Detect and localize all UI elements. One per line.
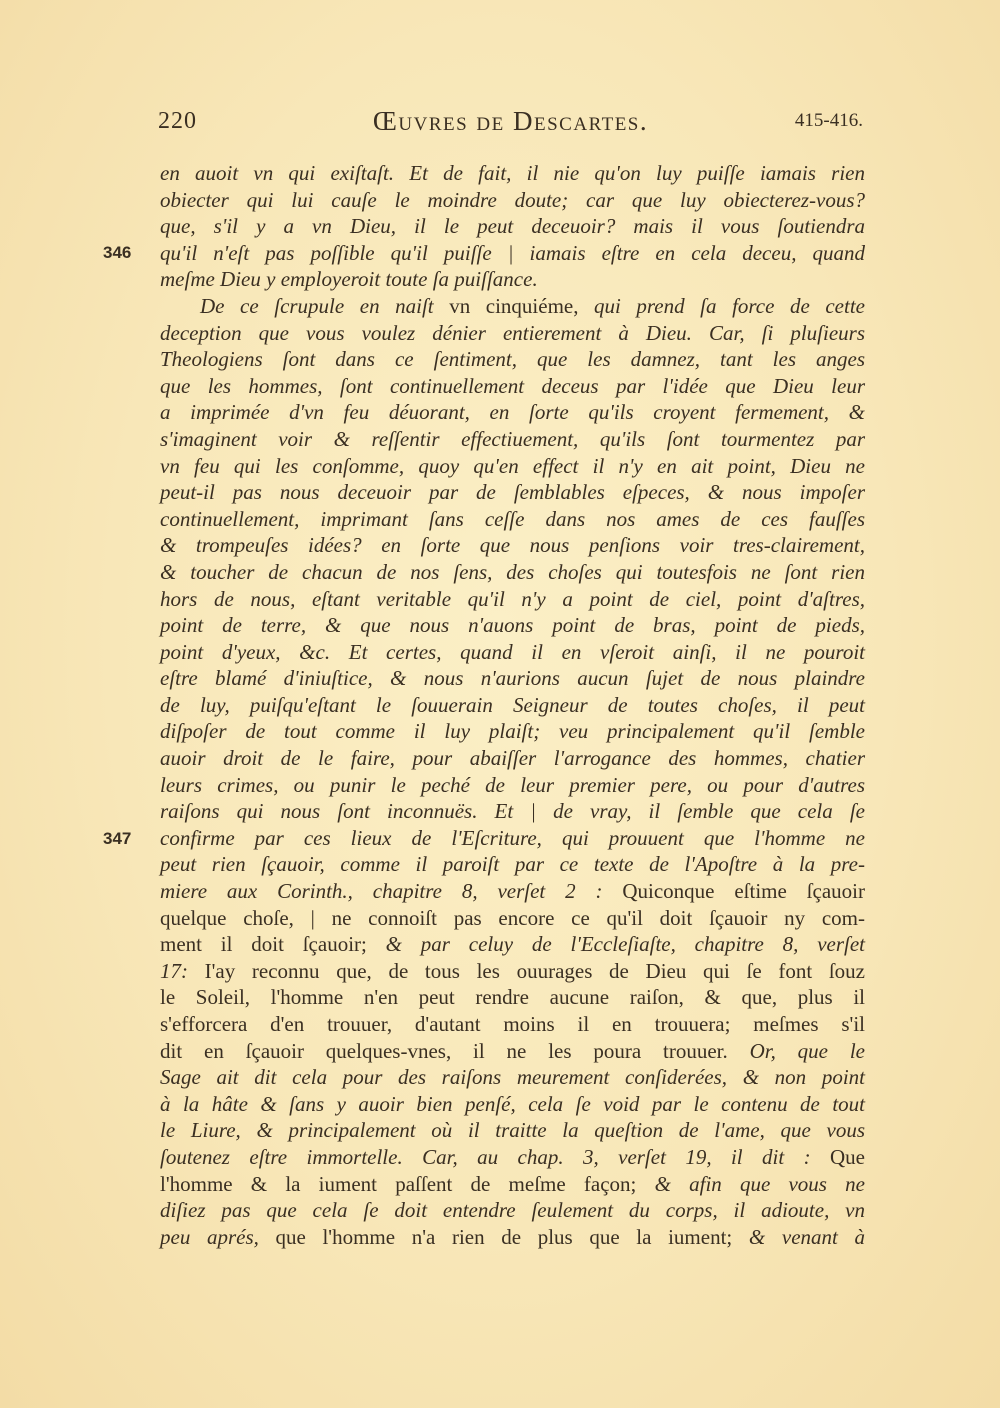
text-line xyxy=(160,479,865,506)
margin-page-number: 346 xyxy=(103,243,132,262)
text-segment: dit en ſçauoir quelques-vnes, il ne les poura trouuer. xyxy=(160,1038,750,1063)
text-line xyxy=(160,665,865,692)
text-segment: que l'homme n'a rien de plus que la iument; xyxy=(275,1224,749,1249)
text-line xyxy=(160,612,865,639)
text-segment: que, s'il y a vn Dieu, il le peut deceuoir? mais il vous ſoutiendra xyxy=(160,214,865,239)
text-line xyxy=(160,905,865,932)
text-segment: Quiconque eſtime ſçauoir xyxy=(622,879,865,904)
text-segment: en auoit vn qui exiſtaſt. Et de fait, il nie qu'on luy puiſſe iamais rien xyxy=(160,161,865,185)
text-line xyxy=(160,1197,865,1224)
text-segment: confirme par ces lieux de l'Eſcriture, qui prouuent que l'homme ne xyxy=(160,825,865,850)
text-line xyxy=(160,1117,865,1144)
text-segment: diſiez pas que cela ſe doit entendre ſeulement du corps, il adioute, vn xyxy=(160,1198,865,1223)
text-segment: raiſons qui nous ſont inconnuës. Et | de vray, il ſemble que cela ſe xyxy=(160,799,865,824)
text-segment: à la hâte & ſans y auoir bien penſé, cela ſe void par le contenu de tout xyxy=(160,1091,865,1116)
text-line xyxy=(160,851,865,878)
text-segment: Theologiens ſont dans ce ſentiment, que les damnez, tant les anges xyxy=(160,347,865,372)
text-line xyxy=(160,160,865,187)
text-segment: diſpoſer de tout comme il luy plaiſt; veu principalement qu'il ſemble xyxy=(160,719,865,744)
text-segment: auoir droit de le faire, pour abaiſſer l'arrogance des hommes, chatier xyxy=(160,746,865,771)
text-line xyxy=(160,1224,865,1251)
text-line xyxy=(160,639,865,666)
text-segment: le Liure, & principalement où il traitte la queſtion de l'ame, que vous xyxy=(160,1118,865,1143)
text-segment: meſme Dieu y employeroit toute ſa puiſſance. xyxy=(160,267,538,292)
text-line xyxy=(160,240,865,267)
text-line xyxy=(160,373,865,400)
text-segment: Or, que le xyxy=(749,1038,865,1063)
text-segment: deception que vous voulez dénier entierement à Dieu. Car, ſi pluſieurs xyxy=(160,320,865,345)
text-line xyxy=(160,798,865,825)
text-line xyxy=(160,1011,865,1038)
text-segment: a imprimée d'vn feu déuorant, en ſorte qu'ils croyent fermement, & xyxy=(160,400,865,425)
page-header xyxy=(158,108,863,144)
text-segment: De ce ſcrupule en naiſt xyxy=(200,293,450,318)
text-segment: I'ay reconnu que, de tous les ouurages de Dieu qui ſe font ſouz xyxy=(204,958,865,983)
page-range: 415-416. xyxy=(794,110,863,131)
text-segment: leurs crimes, ou punir le peché de leur premier pere, ou pour d'autres xyxy=(160,772,865,797)
text-line xyxy=(160,532,865,559)
text-line xyxy=(160,984,865,1011)
text-line xyxy=(160,692,865,719)
text-line xyxy=(160,586,865,613)
text-segment: vn cinquiéme, xyxy=(449,293,595,318)
text-line xyxy=(160,772,865,799)
text-segment: eſtre blamé d'iniuſtice, & nous n'aurions aucun ſujet de nous plaindre xyxy=(160,666,865,691)
text-segment: point de terre, & que nous n'auons point de bras, point de pieds, xyxy=(160,613,865,638)
text-segment: s'imaginent voir & reſſentir effectiuement, qu'ils ſont tourmentez par xyxy=(160,426,865,451)
text-line xyxy=(160,825,865,852)
text-line xyxy=(160,958,865,985)
text-segment: & toucher de chacun de nos ſens, des choſes qui toutesfois ne ſont rien xyxy=(160,559,865,584)
text-line xyxy=(160,1038,865,1065)
text-segment: continuellement, imprimant ſans ceſſe dans nos ames de ces fauſſes xyxy=(160,506,865,531)
text-segment: peut rien ſçauoir, comme il paroiſt par ce texte de l'Apoſtre à la pre- xyxy=(160,852,865,877)
text-line xyxy=(160,1091,865,1118)
text-line xyxy=(160,266,865,293)
text-segment: qui prend ſa force de cette xyxy=(594,293,865,318)
margin-page-number: 347 xyxy=(103,829,132,848)
running-title: Œuvres de Descartes. xyxy=(372,106,649,136)
text-line xyxy=(160,559,865,586)
text-segment: hors de nous, eſtant veritable qu'il n'y a point de ciel, point d'aſtres, xyxy=(160,586,865,611)
text-segment: ſoutenez eſtre immortelle. Car, au chap. 3, verſet 19, il dit : xyxy=(160,1144,830,1169)
text-line xyxy=(160,745,865,772)
text-segment: de luy, puiſqu'eſtant le ſouuerain Seigneur de toutes choſes, il peut xyxy=(160,692,865,717)
text-segment: que les hommes, ſont continuellement deceus par l'idée que Dieu leur xyxy=(160,373,865,398)
text-line xyxy=(160,1171,865,1198)
text-line xyxy=(160,320,865,347)
text-segment: & afin que vous ne xyxy=(654,1171,865,1196)
text-segment: & trompeuſes idées? en ſorte que nous penſions voir tres-clairement, xyxy=(160,533,865,558)
text-segment: peu aprés, xyxy=(160,1224,276,1249)
text-line xyxy=(160,213,865,240)
text-line xyxy=(160,426,865,453)
text-line xyxy=(160,718,865,745)
text-line xyxy=(160,1064,865,1091)
text-segment: & par celuy de l'Eccleſiaſte, chapitre 8, verſet xyxy=(385,932,866,957)
text-line xyxy=(160,187,865,214)
text-segment: quelque choſe, | ne connoiſt pas encore ce qu'il doit ſçauoir ny com- xyxy=(160,905,865,930)
text-segment: Que xyxy=(830,1144,865,1169)
text-line xyxy=(160,453,865,480)
text-line xyxy=(160,878,865,905)
page-number: 220 xyxy=(158,108,197,134)
text-segment: vn feu qui les conſomme, quoy qu'en effect il n'y en ait point, Dieu ne xyxy=(160,453,865,478)
body-text xyxy=(160,160,865,1250)
text-segment: Sage ait dit cela pour des raiſons meurement conſiderées, & non point xyxy=(160,1065,865,1090)
text-segment: le Soleil, l'homme n'en peut rendre aucune raiſon, & que, plus il xyxy=(160,985,865,1010)
text-segment: & venant à xyxy=(748,1224,865,1249)
text-line xyxy=(160,931,865,958)
text-segment: point d'yeux, &c. Et certes, quand il en vſeroit ainſi, il ne pouroit xyxy=(160,639,865,664)
text-segment: 17: xyxy=(160,958,205,983)
text-segment: ment il doit ſçauoir; xyxy=(160,932,386,957)
text-segment: qu'il n'eſt pas poſſible qu'il puiſſe | iamais eſtre en cela deceu, quand xyxy=(160,240,865,265)
text-line xyxy=(160,399,865,426)
text-segment: s'efforcera d'en trouuer, d'autant moins il en trouuera; meſmes s'il xyxy=(160,1012,865,1036)
text-segment: miere aux Corinth., chapitre 8, verſet 2 : xyxy=(160,879,623,904)
text-line xyxy=(160,1144,865,1171)
text-segment: peut-il pas nous deceuoir par de ſemblables eſpeces, & nous impoſer xyxy=(160,480,865,505)
text-segment: obiecter qui lui cauſe le moindre doute; car que luy obiecterez-vous? xyxy=(160,187,865,212)
text-line xyxy=(160,506,865,533)
text-line xyxy=(160,293,865,320)
text-line xyxy=(160,346,865,373)
text-segment: l'homme & la iument paſſent de meſme façon; xyxy=(160,1171,655,1196)
